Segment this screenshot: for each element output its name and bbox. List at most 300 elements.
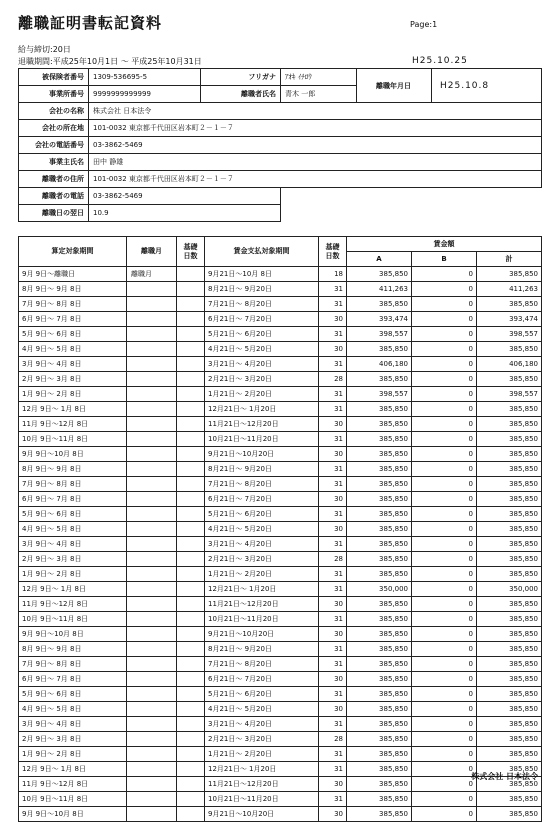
- table-row: [19, 402, 542, 417]
- cell-col-total: 385,850: [477, 657, 542, 672]
- table-row: [19, 267, 542, 282]
- cell-col-a: 385,850: [347, 477, 412, 492]
- cell-leave-month: [127, 762, 177, 777]
- table-row: [19, 357, 542, 372]
- cell-col-b: 0: [412, 372, 477, 387]
- cell-pay-period: 8月21日～ 9月20日: [205, 462, 319, 477]
- cell-leave-month: [127, 642, 177, 657]
- cell-col-b: 0: [412, 537, 477, 552]
- cell-pay-period: 1月21日～ 2月20日: [205, 567, 319, 582]
- cell-col-total: 385,850: [477, 447, 542, 462]
- cell-period: 9月 9日～10月 8日: [19, 627, 127, 642]
- cell-base-days: [177, 792, 205, 807]
- cell-pay-days: 31: [319, 537, 347, 552]
- person-addr-label: 離職者の住所: [19, 171, 89, 188]
- cell-col-b: 0: [412, 402, 477, 417]
- cell-period: 7月 9日～ 8月 8日: [19, 297, 127, 312]
- header-period: 算定対象期間: [19, 237, 127, 267]
- cell-base-days: [177, 672, 205, 687]
- cell-period: 3月 9日～ 4月 8日: [19, 537, 127, 552]
- table-row: [19, 687, 542, 702]
- cell-col-a: 385,850: [347, 612, 412, 627]
- cell-base-days: [177, 777, 205, 792]
- cell-period: 9月 9日～10月 8日: [19, 807, 127, 822]
- cell-pay-days: 31: [319, 612, 347, 627]
- cell-pay-days: 31: [319, 747, 347, 762]
- document-date: H25.10.25: [412, 56, 468, 66]
- table-row: [19, 612, 542, 627]
- cell-base-days: [177, 717, 205, 732]
- cell-col-b: 0: [412, 387, 477, 402]
- cell-leave-month: [127, 297, 177, 312]
- cell-leave-month: [127, 372, 177, 387]
- furigana-label: フリガナ: [201, 69, 281, 86]
- cell-leave-month: [127, 612, 177, 627]
- cell-base-days: [177, 597, 205, 612]
- cell-pay-days: 31: [319, 507, 347, 522]
- table-row: [19, 657, 542, 672]
- cell-col-b: 0: [412, 597, 477, 612]
- cell-col-a: 385,850: [347, 597, 412, 612]
- cell-col-a: 385,850: [347, 492, 412, 507]
- cell-period: 12月 9日～ 1月 8日: [19, 402, 127, 417]
- cell-col-total: 385,850: [477, 612, 542, 627]
- cell-period: 4月 9日～ 5月 8日: [19, 522, 127, 537]
- company-value: 株式会社 日本法令: [89, 103, 542, 120]
- cell-base-days: [177, 357, 205, 372]
- cell-col-a: 398,557: [347, 327, 412, 342]
- table-row: [19, 792, 542, 807]
- cell-col-total: 385,850: [477, 342, 542, 357]
- cell-col-total: 385,850: [477, 432, 542, 447]
- table-row: [19, 567, 542, 582]
- cell-leave-month: [127, 462, 177, 477]
- cell-pay-period: 10月21日～11月20日: [205, 432, 319, 447]
- cell-pay-period: 1月21日～ 2月20日: [205, 387, 319, 402]
- header-pay-period: 賃金支払対象期間: [205, 237, 319, 267]
- cell-period: 8月 9日～ 9月 8日: [19, 282, 127, 297]
- company-addr-label: 会社の所在地: [19, 120, 89, 137]
- cell-col-total: 385,850: [477, 552, 542, 567]
- cell-col-total: 385,850: [477, 672, 542, 687]
- cell-pay-period: 3月21日～ 4月20日: [205, 357, 319, 372]
- wage-table: [18, 236, 542, 822]
- cell-leave-month: 離職月: [127, 267, 177, 282]
- cell-leave-month: [127, 492, 177, 507]
- cell-pay-days: 31: [319, 687, 347, 702]
- cell-period: 5月 9日～ 6月 8日: [19, 327, 127, 342]
- cell-pay-period: 6月21日～ 7月20日: [205, 672, 319, 687]
- cell-pay-period: 7月21日～ 8月20日: [205, 657, 319, 672]
- cell-base-days: [177, 507, 205, 522]
- cell-pay-days: 18: [319, 267, 347, 282]
- info-row: [19, 103, 542, 120]
- cell-base-days: [177, 687, 205, 702]
- cell-col-b: 0: [412, 762, 477, 777]
- cell-col-b: 0: [412, 627, 477, 642]
- cell-col-total: 385,850: [477, 597, 542, 612]
- cell-pay-period: 5月21日～ 6月20日: [205, 687, 319, 702]
- table-row: [19, 417, 542, 432]
- cell-col-a: 385,850: [347, 432, 412, 447]
- cell-col-total: 385,850: [477, 267, 542, 282]
- cell-col-total: 411,263: [477, 282, 542, 297]
- leave-date-value: H25.10.8: [432, 69, 542, 103]
- cell-period: 7月 9日～ 8月 8日: [19, 657, 127, 672]
- cell-leave-month: [127, 582, 177, 597]
- cell-col-b: 0: [412, 747, 477, 762]
- table-row: [19, 492, 542, 507]
- table-row: [19, 327, 542, 342]
- cell-leave-month: [127, 432, 177, 447]
- table-row: [19, 552, 542, 567]
- company-label: 会社の名称: [19, 103, 89, 120]
- cell-leave-month: [127, 657, 177, 672]
- cell-pay-days: 30: [319, 597, 347, 612]
- cell-period: 2月 9日～ 3月 8日: [19, 732, 127, 747]
- cell-pay-days: 28: [319, 552, 347, 567]
- cell-col-a: 385,850: [347, 522, 412, 537]
- next-day-label: 離職日の翌日: [19, 205, 89, 222]
- cell-period: 11月 9日～12月 8日: [19, 417, 127, 432]
- cell-period: 11月 9日～12月 8日: [19, 597, 127, 612]
- cell-base-days: [177, 447, 205, 462]
- page-number: Page:1: [410, 20, 438, 29]
- cell-leave-month: [127, 732, 177, 747]
- cell-period: 6月 9日～ 7月 8日: [19, 672, 127, 687]
- person-tel-value: 03-3862-5469: [89, 188, 281, 205]
- cell-pay-days: 30: [319, 417, 347, 432]
- cell-base-days: [177, 657, 205, 672]
- cell-period: 5月 9日～ 6月 8日: [19, 687, 127, 702]
- cell-pay-days: 30: [319, 627, 347, 642]
- cell-pay-days: 30: [319, 522, 347, 537]
- cell-period: 7月 9日～ 8月 8日: [19, 477, 127, 492]
- cell-leave-month: [127, 327, 177, 342]
- cell-col-a: 385,850: [347, 552, 412, 567]
- info-row: [19, 120, 542, 137]
- cell-col-total: 398,557: [477, 387, 542, 402]
- cell-leave-month: [127, 387, 177, 402]
- cell-col-a: 385,850: [347, 762, 412, 777]
- retirement-period: [18, 56, 202, 67]
- document-title: 離職証明書転記資料: [18, 14, 163, 32]
- cell-col-total: 350,000: [477, 582, 542, 597]
- table-row: [19, 747, 542, 762]
- cell-period: 2月 9日～ 3月 8日: [19, 372, 127, 387]
- cell-col-total: 385,850: [477, 642, 542, 657]
- cell-period: 2月 9日～ 3月 8日: [19, 552, 127, 567]
- cell-leave-month: [127, 552, 177, 567]
- cell-leave-month: [127, 777, 177, 792]
- cell-pay-period: 7月21日～ 8月20日: [205, 297, 319, 312]
- cell-base-days: [177, 567, 205, 582]
- table-row: [19, 447, 542, 462]
- cell-pay-days: 31: [319, 432, 347, 447]
- cell-col-total: 385,850: [477, 702, 542, 717]
- blank-area: [281, 188, 542, 222]
- cell-pay-days: 31: [319, 282, 347, 297]
- cell-col-b: 0: [412, 792, 477, 807]
- cell-col-total: 385,850: [477, 747, 542, 762]
- next-day-value: 10.9: [89, 205, 281, 222]
- cell-pay-days: 30: [319, 777, 347, 792]
- cell-base-days: [177, 747, 205, 762]
- cell-base-days: [177, 342, 205, 357]
- cell-leave-month: [127, 282, 177, 297]
- cell-pay-days: 31: [319, 402, 347, 417]
- cell-base-days: [177, 402, 205, 417]
- cell-leave-month: [127, 477, 177, 492]
- cell-col-b: 0: [412, 702, 477, 717]
- cell-col-b: 0: [412, 777, 477, 792]
- cell-col-total: 385,850: [477, 402, 542, 417]
- cell-col-total: 385,850: [477, 627, 542, 642]
- info-row: [19, 69, 542, 86]
- cell-pay-period: 11月21日～12月20日: [205, 597, 319, 612]
- cell-leave-month: [127, 537, 177, 552]
- cell-pay-days: 31: [319, 387, 347, 402]
- cell-pay-period: 6月21日～ 7月20日: [205, 492, 319, 507]
- cell-col-b: 0: [412, 462, 477, 477]
- cell-col-b: 0: [412, 417, 477, 432]
- cell-col-b: 0: [412, 357, 477, 372]
- cell-col-a: 385,850: [347, 507, 412, 522]
- company-addr-value: 101-0032 東京都千代田区岩本町２－１－７: [89, 120, 542, 137]
- cell-leave-month: [127, 792, 177, 807]
- cell-col-a: 385,850: [347, 717, 412, 732]
- cell-col-total: 385,850: [477, 297, 542, 312]
- header-pay-days: 基礎 日数: [319, 237, 347, 267]
- cell-pay-period: 12月21日～ 1月20日: [205, 402, 319, 417]
- cell-col-b: 0: [412, 312, 477, 327]
- cell-col-a: 398,557: [347, 387, 412, 402]
- cell-period: 12月 9日～ 1月 8日: [19, 762, 127, 777]
- cell-base-days: [177, 627, 205, 642]
- cell-pay-days: 30: [319, 702, 347, 717]
- cell-pay-period: 4月21日～ 5月20日: [205, 342, 319, 357]
- cell-col-b: 0: [412, 297, 477, 312]
- header-base-days: 基礎 日数: [177, 237, 205, 267]
- cell-col-a: 385,850: [347, 627, 412, 642]
- period-value: 平成25年10月1日 ～ 平成25年10月31日: [52, 57, 202, 66]
- cell-pay-days: 31: [319, 792, 347, 807]
- table-row: [19, 312, 542, 327]
- person-tel-label: 離職者の電話: [19, 188, 89, 205]
- cell-col-total: 393,474: [477, 312, 542, 327]
- cell-col-a: 385,850: [347, 342, 412, 357]
- cell-col-b: 0: [412, 732, 477, 747]
- cell-pay-period: 4月21日～ 5月20日: [205, 522, 319, 537]
- cell-pay-period: 12月21日～ 1月20日: [205, 762, 319, 777]
- cell-period: 9月 9日～離職日: [19, 267, 127, 282]
- cell-period: 8月 9日～ 9月 8日: [19, 462, 127, 477]
- cell-col-total: 385,850: [477, 732, 542, 747]
- leave-date-label: 離職年月日: [357, 69, 432, 103]
- furigana-value: ｱｵｷ ｲﾁﾛｳ: [281, 69, 357, 86]
- cell-pay-days: 31: [319, 477, 347, 492]
- table-row: [19, 522, 542, 537]
- cell-base-days: [177, 582, 205, 597]
- cell-base-days: [177, 432, 205, 447]
- cell-period: 6月 9日～ 7月 8日: [19, 312, 127, 327]
- cell-col-b: 0: [412, 492, 477, 507]
- table-row: [19, 717, 542, 732]
- cell-pay-period: 6月21日～ 7月20日: [205, 312, 319, 327]
- cell-leave-month: [127, 522, 177, 537]
- cell-pay-days: 28: [319, 732, 347, 747]
- cell-pay-period: 4月21日～ 5月20日: [205, 702, 319, 717]
- cell-col-total: 385,850: [477, 507, 542, 522]
- cell-base-days: [177, 552, 205, 567]
- cell-leave-month: [127, 402, 177, 417]
- cell-base-days: [177, 732, 205, 747]
- table-row: [19, 462, 542, 477]
- closing-day: 給与締切:20日: [18, 45, 71, 54]
- cell-pay-days: 30: [319, 342, 347, 357]
- table-row: [19, 282, 542, 297]
- cell-pay-days: 31: [319, 297, 347, 312]
- cell-col-a: 385,850: [347, 777, 412, 792]
- cell-col-a: 385,850: [347, 267, 412, 282]
- cell-col-a: 350,000: [347, 582, 412, 597]
- cell-base-days: [177, 312, 205, 327]
- cell-col-a: 385,850: [347, 462, 412, 477]
- cell-pay-period: 9月21日～10月20日: [205, 807, 319, 822]
- cell-pay-days: 30: [319, 312, 347, 327]
- cell-pay-period: 2月21日～ 3月20日: [205, 372, 319, 387]
- cell-period: 12月 9日～ 1月 8日: [19, 582, 127, 597]
- cell-col-a: 385,850: [347, 807, 412, 822]
- cell-leave-month: [127, 627, 177, 642]
- cell-base-days: [177, 612, 205, 627]
- cell-col-a: 385,850: [347, 732, 412, 747]
- cell-col-total: 385,850: [477, 792, 542, 807]
- table-row: [19, 762, 542, 777]
- cell-col-a: 385,850: [347, 402, 412, 417]
- cell-base-days: [177, 492, 205, 507]
- cell-pay-period: 2月21日～ 3月20日: [205, 732, 319, 747]
- cell-pay-period: 3月21日～ 4月20日: [205, 717, 319, 732]
- cell-col-b: 0: [412, 342, 477, 357]
- cell-col-b: 0: [412, 687, 477, 702]
- cell-leave-month: [127, 357, 177, 372]
- cell-col-a: 385,850: [347, 642, 412, 657]
- cell-leave-month: [127, 417, 177, 432]
- name-label: 離職者氏名: [201, 86, 281, 103]
- cell-base-days: [177, 417, 205, 432]
- cell-pay-days: 31: [319, 567, 347, 582]
- table-row: [19, 372, 542, 387]
- cell-leave-month: [127, 597, 177, 612]
- cell-pay-days: 30: [319, 672, 347, 687]
- cell-base-days: [177, 762, 205, 777]
- cell-base-days: [177, 702, 205, 717]
- cell-col-total: 398,557: [477, 327, 542, 342]
- cell-pay-period: 9月21日～10月20日: [205, 447, 319, 462]
- cell-leave-month: [127, 567, 177, 582]
- cell-col-total: 385,850: [477, 462, 542, 477]
- cell-pay-period: 8月21日～ 9月20日: [205, 282, 319, 297]
- cell-pay-period: 3月21日～ 4月20日: [205, 537, 319, 552]
- table-row: [19, 582, 542, 597]
- info-row: [19, 188, 542, 205]
- owner-value: 田中 静雄: [89, 154, 542, 171]
- cell-period: 11月 9日～12月 8日: [19, 777, 127, 792]
- cell-col-b: 0: [412, 552, 477, 567]
- cell-base-days: [177, 297, 205, 312]
- cell-col-b: 0: [412, 672, 477, 687]
- cell-col-b: 0: [412, 717, 477, 732]
- table-row: [19, 342, 542, 357]
- cell-pay-days: 31: [319, 717, 347, 732]
- cell-col-b: 0: [412, 432, 477, 447]
- wage-table-header-row: [19, 237, 542, 252]
- cell-pay-period: 1月21日～ 2月20日: [205, 747, 319, 762]
- cell-period: 1月 9日～ 2月 8日: [19, 387, 127, 402]
- cell-leave-month: [127, 687, 177, 702]
- cell-col-total: 385,850: [477, 372, 542, 387]
- cell-period: 6月 9日～ 7月 8日: [19, 492, 127, 507]
- cell-col-a: 385,850: [347, 687, 412, 702]
- table-row: [19, 297, 542, 312]
- table-row: [19, 732, 542, 747]
- cell-pay-period: 11月21日～12月20日: [205, 777, 319, 792]
- cell-pay-days: 30: [319, 492, 347, 507]
- cell-leave-month: [127, 702, 177, 717]
- cell-period: 4月 9日～ 5月 8日: [19, 342, 127, 357]
- table-row: [19, 807, 542, 822]
- period-label: 退職期間:: [18, 57, 53, 66]
- cell-pay-days: 31: [319, 327, 347, 342]
- cell-leave-month: [127, 342, 177, 357]
- cell-pay-days: 31: [319, 657, 347, 672]
- name-value: 青木 一郎: [281, 86, 357, 103]
- cell-base-days: [177, 522, 205, 537]
- header-col-a: A: [347, 252, 412, 267]
- cell-col-b: 0: [412, 327, 477, 342]
- header-wage-total: 賃金額: [347, 237, 542, 252]
- cell-leave-month: [127, 807, 177, 822]
- table-row: [19, 627, 542, 642]
- cell-pay-period: 7月21日～ 8月20日: [205, 477, 319, 492]
- cell-col-b: 0: [412, 267, 477, 282]
- cell-pay-days: 31: [319, 762, 347, 777]
- cell-pay-period: 10月21日～11月20日: [205, 612, 319, 627]
- cell-period: 3月 9日～ 4月 8日: [19, 717, 127, 732]
- table-row: [19, 672, 542, 687]
- cell-col-a: 385,850: [347, 657, 412, 672]
- cell-col-a: 385,850: [347, 702, 412, 717]
- cell-base-days: [177, 462, 205, 477]
- cell-col-total: 406,180: [477, 357, 542, 372]
- info-row: [19, 171, 542, 188]
- cell-period: 9月 9日～10月 8日: [19, 447, 127, 462]
- cell-col-b: 0: [412, 447, 477, 462]
- cell-pay-period: 12月21日～ 1月20日: [205, 582, 319, 597]
- cell-leave-month: [127, 507, 177, 522]
- table-row: [19, 777, 542, 792]
- cell-leave-month: [127, 672, 177, 687]
- cell-col-a: 385,850: [347, 792, 412, 807]
- cell-leave-month: [127, 717, 177, 732]
- cell-pay-days: 30: [319, 807, 347, 822]
- cell-base-days: [177, 372, 205, 387]
- header-leave-month: 離職月: [127, 237, 177, 267]
- cell-col-a: 393,474: [347, 312, 412, 327]
- cell-col-total: 385,850: [477, 492, 542, 507]
- cell-pay-period: 9月21日～10月20日: [205, 627, 319, 642]
